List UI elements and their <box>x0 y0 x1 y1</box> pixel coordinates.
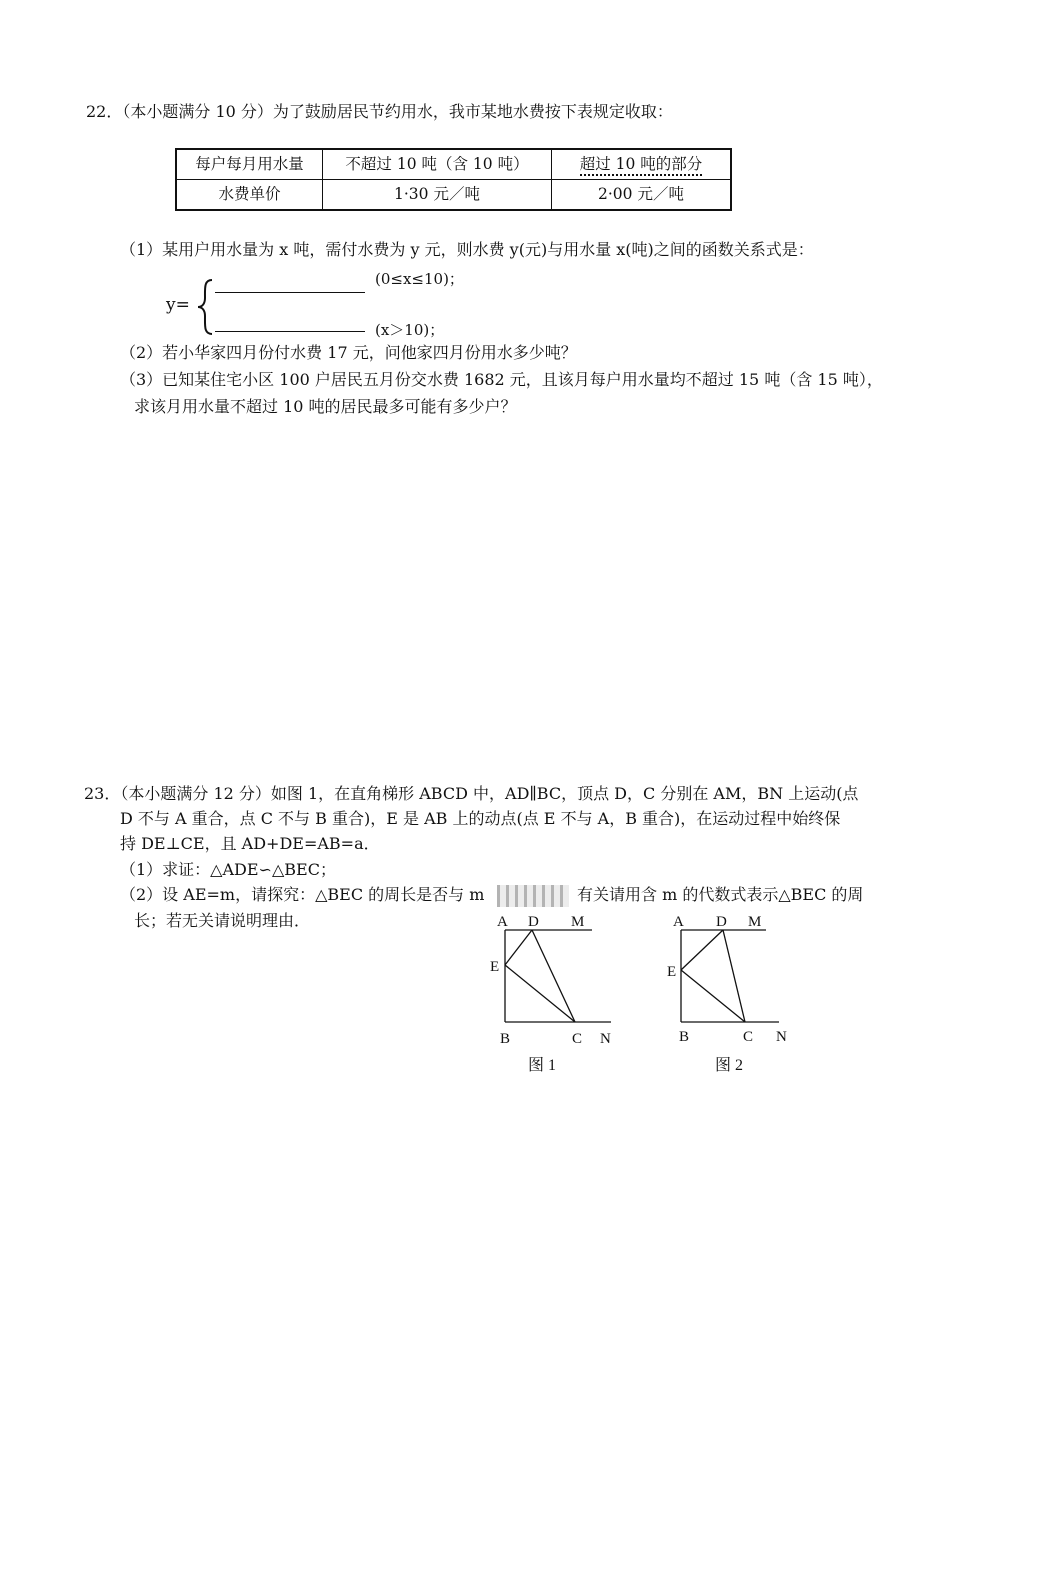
label-C: C <box>743 1029 754 1045</box>
q23-line3: 持 DE⊥CE，且 AD+DE=AB=a． <box>120 834 380 853</box>
table-cell: 1·30 元／吨 <box>323 180 552 211</box>
q23-part1: （1）求证：△ADE∽△BEC； <box>120 860 336 879</box>
q23-part2-c: 长；若无关请说明理由． <box>134 911 311 930</box>
label-A: A <box>497 914 508 930</box>
q22-header: 22．（本小题满分 10 分）为了鼓励居民节约用水，我市某地水费按下表规定收取： <box>86 102 673 121</box>
table-cell: 不超过 10 吨（含 10 吨） <box>323 149 552 180</box>
brace-icon <box>196 278 216 336</box>
table-row <box>176 149 731 180</box>
table-cell: 水费单价 <box>176 180 323 211</box>
answer-blank-2 <box>215 331 365 332</box>
q22-part2: （2）若小华家四月份付水费 17 元，问他家四月份用水多少吨？ <box>120 343 577 362</box>
table-row <box>176 180 731 211</box>
answer-blank-1 <box>215 292 365 293</box>
q23-part2-a: （2）设 AE=m，请探究：△BEC 的周长是否与 m <box>120 885 485 904</box>
q23-part2-b: 有关请用含 m 的代数式表示△BEC 的周 <box>577 885 864 904</box>
condition-1: (0≤x≤10)； <box>375 270 464 288</box>
figure-1-caption: 图 1 <box>528 1057 557 1074</box>
q22-part3-line1: （3）已知某住宅小区 100 户居民五月份交水费 1682 元，且该月每户用水量均不超过 15 吨（含 15 吨）， <box>120 370 883 389</box>
label-M: M <box>748 914 762 930</box>
table-cell: 每户每月用水量 <box>176 149 323 180</box>
q22-part3-line2: 求该月用水量不超过 10 吨的居民最多可能有多少户？ <box>134 397 517 416</box>
label-A: A <box>673 914 684 930</box>
label-E: E <box>667 964 677 980</box>
figure-2-caption: 图 2 <box>715 1057 744 1074</box>
q23-line2: D 不与 A 重合，点 C 不与 B 重合)，E 是 AB 上的动点(点 E 不与 A，B 重合)，在运动过程中始终保 <box>120 809 841 828</box>
label-B: B <box>679 1029 690 1045</box>
obscured-text <box>497 885 569 907</box>
table-cell: 2·00 元／吨 <box>552 180 732 211</box>
emphasis-text: 超过 10 吨的部分 <box>580 155 703 176</box>
label-D: D <box>716 914 727 930</box>
table-cell <box>552 149 732 180</box>
figure-1 <box>480 908 630 1078</box>
label-C: C <box>572 1031 583 1047</box>
q23-line1: 23．（本小题满分 12 分）如图 1，在直角梯形 ABCD 中，AD∥BC，顶点 D，C 分别在 AM，BN 上运动(点 <box>84 784 859 803</box>
label-B: B <box>500 1031 511 1047</box>
water-fee-table <box>175 148 732 211</box>
q22-part1: （1）某用户用水量为 x 吨，需付水费为 y 元，则水费 y(元)与用水量 x(吨)之间的函数关系式是： <box>120 240 814 259</box>
label-M: M <box>571 914 585 930</box>
label-N: N <box>600 1031 611 1047</box>
y-label: y= <box>166 295 190 315</box>
label-E: E <box>490 959 500 975</box>
condition-2: (x＞10)； <box>375 321 445 339</box>
label-N: N <box>776 1029 787 1045</box>
label-D: D <box>528 914 539 930</box>
figure-2 <box>658 908 808 1078</box>
